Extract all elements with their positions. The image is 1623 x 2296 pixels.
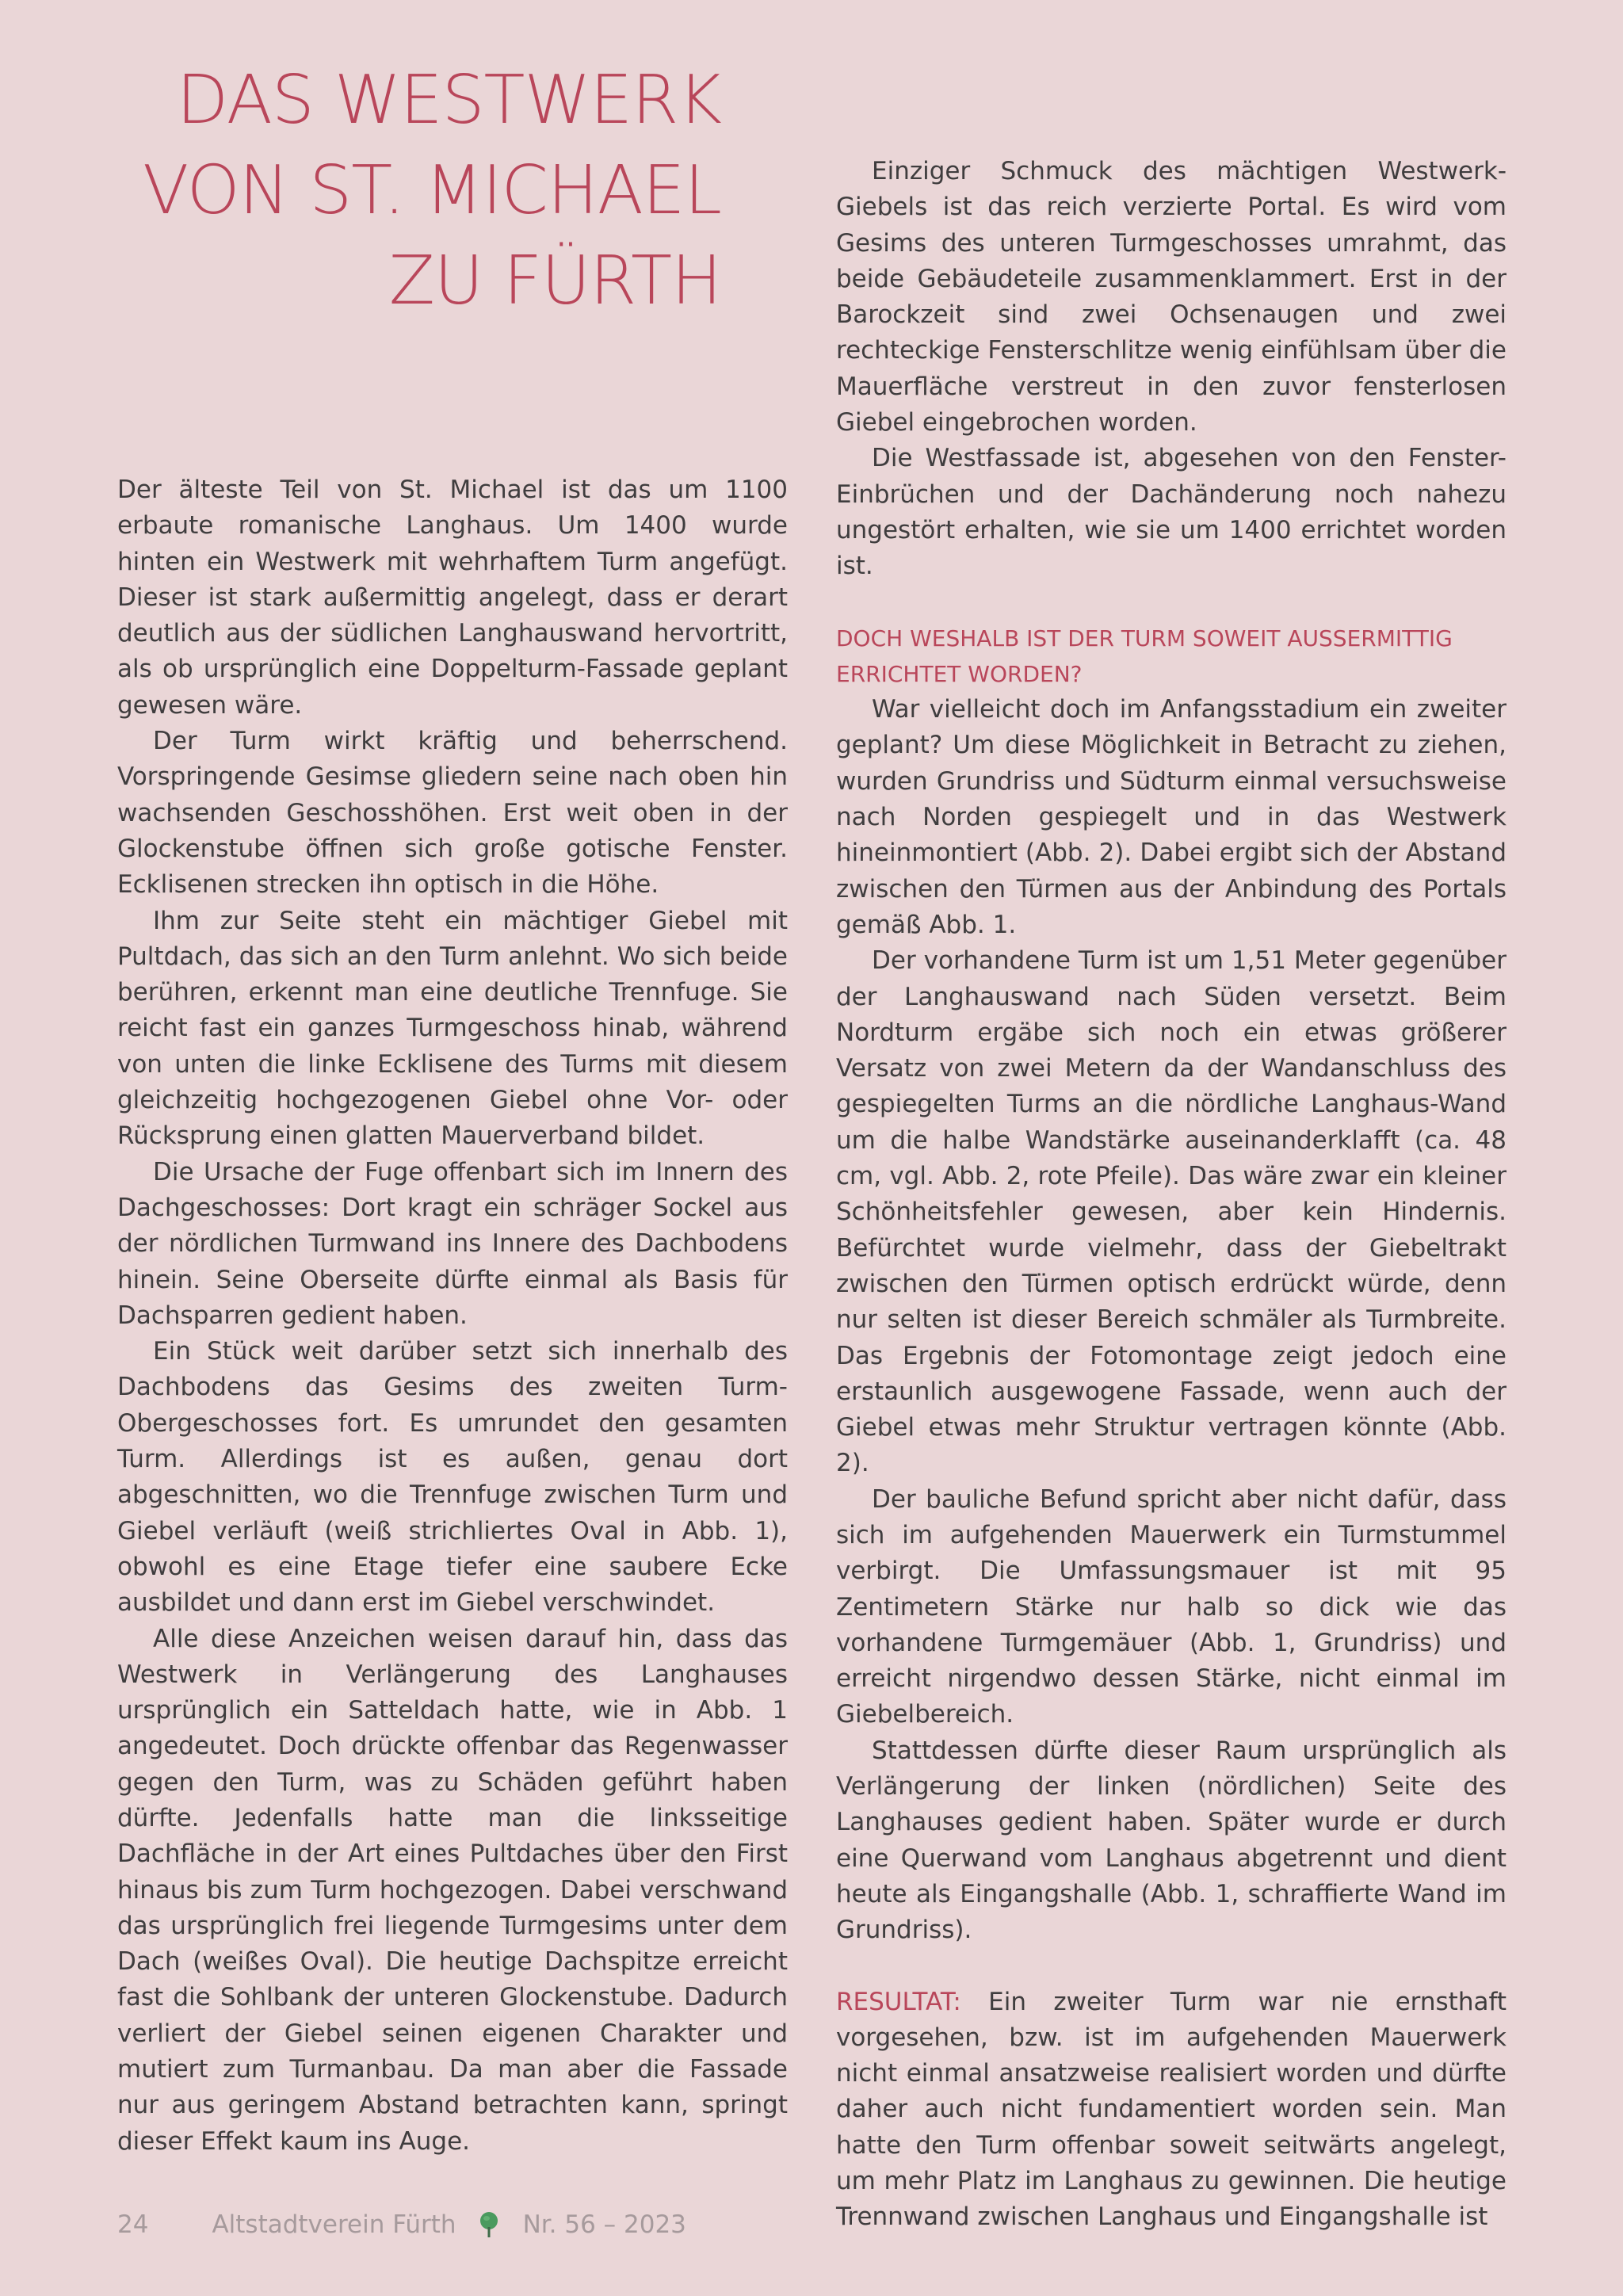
page-number: 24 bbox=[117, 2210, 149, 2239]
right-paragraph-4: Der vorhandene Turm ist um 1,51 Meter gegenüber der Langhauswand nach Süden versetzt. Beim Nordturm ergäbe sich noch ein etwas größerer Versatz von zwei Metern da der Wandanschluss des gespiegelten Turms an die nördliche Langhaus-Wand um die halbe Wandstärke auseinanderklafft (ca. 48 cm, vgl. Abb. 2, rote Pfeile). Das wäre zwar ein kleiner Schönheitsfehler gewesen, aber kein Hindernis. Befürchtet wurde vielmehr, dass der Giebeltrakt zwischen den Türmen optisch erdrückt würde, denn nur selten ist dieser Bereich schmäler als Turmbreite. Das Ergebnis der Fotomontage zeigt jedoch eine erstaunlich ausgewogene Fassade, wenn auch der Giebel etwas mehr Struktur vertragen könnte (Abb. 2). bbox=[836, 946, 1507, 1478]
result-text: Ein zweiter Turm war nie ernsthaft vorgesehen, bzw. ist im aufgehenden Mauerwerk nicht einmal ansatzweise realisiert worden und dürfte daher auch nicht fundamentiert worden sein. Man hatte den Turm offenbar soweit seitwärts angelegt, um mehr Platz im Langhaus zu gewinnen. Die heutige Trennwand zwischen Langhaus und Eingangshalle ist bbox=[836, 1987, 1507, 2232]
left-paragraph-4: Die Ursache der Fuge offenbart sich im Innern des Dachgeschosses: Dort kragt ein schräger Sockel aus der nördlichen Turmwand ins Innere des Dachbodens hinein. Seine Oberseite dürfte einmal als Basis für Dachsparren gedient haben. bbox=[117, 1157, 788, 1330]
left-paragraph-6: Alle diese Anzeichen weisen darauf hin, dass das Westwerk in Verlängerung des Langhauses ursprünglich ein Satteldach hatte, wie in Abb. 1 angedeutet. Doch drückte offenbar das Regenwasser gegen den Turm, was zu Schäden geführt haben dürfte. Jedenfalls hatte man die linksseitige Dachfläche in der Art eines Pultdaches über den First hinaus bis zum Turm hochgezogen. Dabei verschwand das ursprünglich frei liegende Turmgesims unter dem Dach (weißes Oval). Die heutige Dachspitze erreicht fast die Sohlbank der unteren Glockenstube. Dadurch verliert der Giebel seinen eigenen Charakter und mutiert zum Turmanbau. Da man aber die Fassade nur aus geringem Abstand betrachten kann, springt dieser Effekt kaum ins Auge. bbox=[117, 1624, 788, 2156]
right-paragraph-2: Die Westfassade ist, abgesehen von den Fenster-Einbrüchen und der Dachänderung noch nahezu ungestört erhalten, wie sie um 1400 errichtet worden ist. bbox=[836, 444, 1507, 581]
right-paragraph-6: Stattdessen dürfte dieser Raum ursprünglich als Verlängerung der linken (nördlichen) Seite des Langhauses gedient haben. Später wurde er durch eine Querwand vom Langhaus abgetrennt und dient heute als Eingangshalle (Abb. 1, schraffierte Wand im Grundriss). bbox=[836, 1736, 1507, 1945]
right-column bbox=[836, 154, 1507, 2236]
right-paragraph-3: War vielleicht doch im Anfangsstadium ein zweiter geplant? Um diese Möglichkeit in Betracht zu ziehen, wurden Grundriss und Südturm einmal versuchsweise nach Norden gespiegelt und in das Westwerk hineinmontiert (Abb. 2). Dabei ergibt sich der Abstand zwischen den Türmen aus der Anbindung des Portals gemäß Abb. 1. bbox=[836, 695, 1507, 939]
page-footer bbox=[117, 2206, 686, 2242]
organization-name: Altstadtverein Fürth bbox=[212, 2210, 456, 2239]
page-title bbox=[32, 55, 721, 327]
left-column bbox=[117, 472, 788, 2160]
title-line-2: VON ST. MICHAEL bbox=[143, 151, 721, 230]
right-paragraph-5: Der bauliche Befund spricht aber nicht dafür, dass sich im aufgehenden Mauerwerk ein Turmstummel verbirgt. Die Umfassungsmauer ist mit 95 Zentimetern Stärke nur halb so dick wie das vorhandene Turmgemäuer (Abb. 1, Grundriss) und erreicht nirgendwo dessen Stärke, nicht einmal im Giebelbereich. bbox=[836, 1484, 1507, 1729]
issue-number: Nr. 56 – 2023 bbox=[522, 2210, 686, 2239]
left-paragraph-5: Ein Stück weit darüber setzt sich innerhalb des Dachbodens das Gesims des zweiten Turm-Obergeschosses fort. Es umrundet den gesamten Turm. Allerdings ist es außen, genau dort abgeschnitten, wo die Trennfuge zwischen Turm und Giebel verläuft (weiß strichliertes Oval in Abb. 1), obwohl es eine Etage tiefer eine saubere Ecke ausbildet und dann erst im Giebel verschwindet. bbox=[117, 1337, 788, 1618]
tree-icon bbox=[479, 2211, 499, 2238]
right-paragraph-1: Einziger Schmuck des mächtigen Westwerk-Giebels ist das reich verzierte Portal. Es wird vom Gesims des unteren Turmgeschosses umrahmt, das beide Gebäudeteile zusammenklammert. Erst in der Barockzeit sind zwei Ochsenaugen und zwei rechteckige Fensterschlitze wenig einfühlsam über die Mauerfläche verstreut in den zuvor fensterlosen Giebel eingebrochen worden. bbox=[836, 157, 1507, 437]
result-paragraph bbox=[836, 1985, 1507, 2236]
title-line-1: DAS WESTWERK bbox=[176, 61, 721, 139]
title-line-3: ZU FÜRTH bbox=[388, 242, 721, 320]
left-paragraph-1: Der älteste Teil von St. Michael ist das um 1100 erbaute romanische Langhaus. Um 1400 wurde hinten ein Westwerk mit wehrhaftem Turm angefügt. Dieser ist stark außermittig angelegt, dass er derart deutlich aus der südlichen Langhauswand hervortritt, als ob ursprünglich eine Doppelturm-Fassade geplant gewesen wäre. bbox=[117, 476, 788, 720]
left-paragraph-3: Ihm zur Seite steht ein mächtiger Giebel mit Pultdach, das sich an den Turm anlehnt. Wo sich beide berühren, erkennt man eine deutliche Trennfuge. Sie reicht fast ein ganzes Turmgeschoss hinab, während von unten die linke Ecklisene des Turms mit diesem gleichzeitig hochgezogenen Giebel ohne Vor- oder Rücksprung einen glatten Mauerverband bildet. bbox=[117, 906, 788, 1151]
left-paragraph-2: Der Turm wirkt kräftig und beherrschend. Vorspringende Gesimse gliedern seine nach oben hin wachsenden Geschosshöhen. Erst weit oben in der Glockenstube öffnen sich große gotische Fenster. Ecklisenen strecken ihn optisch in die Höhe. bbox=[117, 727, 788, 900]
section-subheading: DOCH WESHALB IST DER TURM SOWEIT AUSSERMITTIG ERRICHTET WORDEN? bbox=[836, 625, 1453, 687]
result-label: RESULTAT: bbox=[836, 1987, 961, 2016]
